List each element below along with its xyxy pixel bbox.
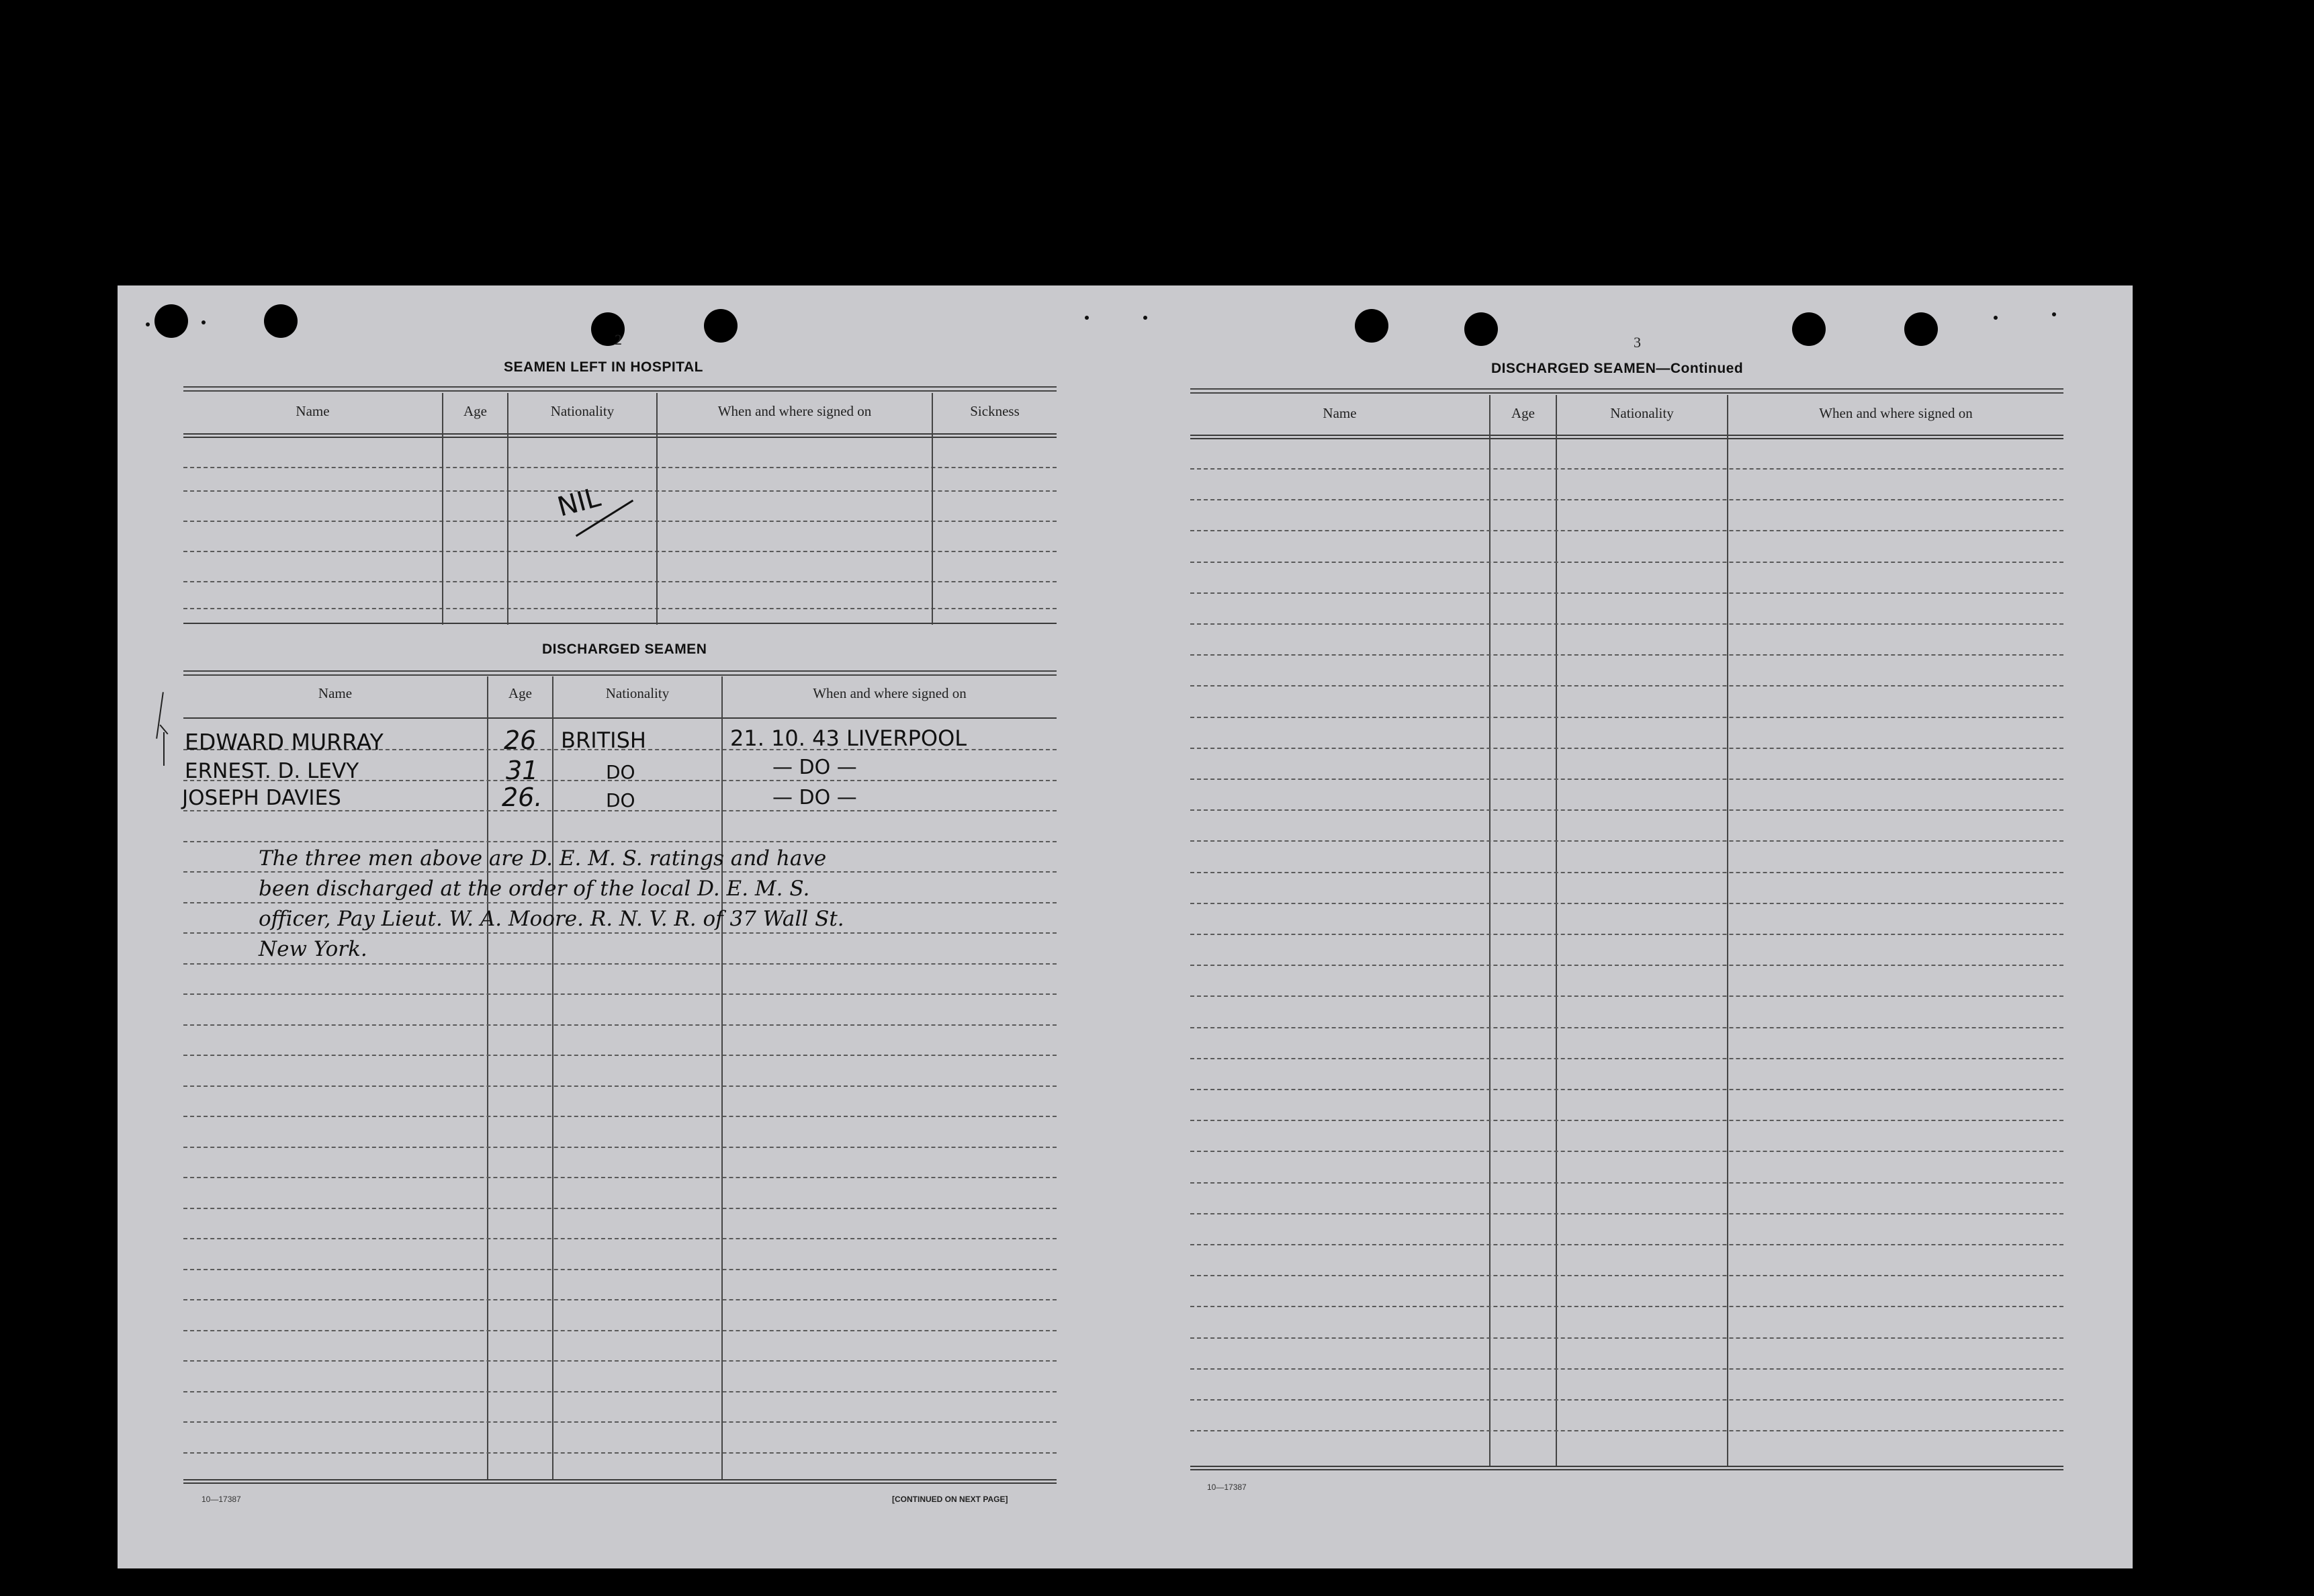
table-line (183, 841, 1057, 842)
table-line (1190, 903, 2063, 904)
table-line (183, 1085, 1057, 1087)
table-line (183, 1116, 1057, 1117)
table-line (183, 1269, 1057, 1270)
table-rule (183, 386, 1057, 392)
table-line (1190, 1027, 2063, 1028)
table-line (183, 1147, 1057, 1148)
table-rule (183, 437, 1057, 438)
table-line (183, 1330, 1057, 1331)
form-number: 10—17387 (202, 1495, 241, 1504)
discharged-title: DISCHARGED SEAMEN (542, 641, 707, 657)
table-line (1190, 1399, 2063, 1401)
column-divider (552, 676, 553, 1479)
scanned-form-paper (118, 285, 2133, 1568)
table-line (183, 1024, 1057, 1026)
column-divider (487, 676, 488, 1479)
page-number: 2 (615, 331, 622, 348)
table-line (1190, 530, 2063, 531)
table-rule (1190, 438, 2063, 439)
page-number: 3 (1634, 334, 1641, 351)
column-divider (656, 393, 658, 625)
table-line (183, 1452, 1057, 1454)
punch-hole (1792, 312, 1826, 346)
punch-hole (1904, 312, 1938, 346)
column-header: When and where signed on (1819, 405, 1973, 421)
table-line (1190, 654, 2063, 656)
note-line: officer, Pay Lieut. W. A. Moore. R. N. V. R. of 37 Wall St. (259, 907, 844, 931)
column-header: Age (508, 685, 532, 701)
punch-hole (154, 304, 188, 338)
table-line (1190, 1213, 2063, 1214)
table-line (1190, 1089, 2063, 1090)
table-rule (1190, 435, 2063, 436)
table-line (1190, 1244, 2063, 1245)
table-line (1190, 872, 2063, 873)
column-header: Sickness (970, 403, 1020, 419)
table-rule (183, 1479, 1057, 1480)
table-line (183, 551, 1057, 552)
continued-note: [CONTINUED ON NEXT PAGE] (892, 1495, 1008, 1504)
seaman-signed-on: — DO — (772, 786, 857, 809)
table-line (183, 467, 1057, 468)
table-line (183, 1421, 1057, 1423)
table-line (1190, 1430, 2063, 1431)
table-line (1190, 1151, 2063, 1152)
punch-hole (264, 304, 298, 338)
table-line (1190, 995, 2063, 997)
seaman-signed-on: 21. 10. 43 LIVERPOOL (730, 725, 967, 751)
table-line (183, 932, 1057, 934)
table-line (1190, 1368, 2063, 1370)
table-line (183, 1208, 1057, 1209)
column-divider (721, 676, 723, 1479)
column-header: Name (296, 403, 330, 419)
table-line (183, 993, 1057, 995)
column-header: Age (1511, 405, 1535, 421)
table-rule (183, 670, 1057, 676)
nil-entry: NIL (554, 482, 604, 523)
table-line (183, 871, 1057, 873)
column-divider (442, 393, 443, 625)
seaman-signed-on: — DO — (772, 756, 857, 779)
table-line (1190, 1306, 2063, 1307)
note-line: New York. (259, 937, 367, 961)
table-line (1190, 468, 2063, 470)
table-rule (1190, 1466, 2063, 1467)
table-line (183, 963, 1057, 965)
table-line (1190, 562, 2063, 563)
table-line (183, 581, 1057, 582)
table-line (1190, 965, 2063, 966)
punch-hole (1355, 309, 1388, 343)
table-line (1190, 717, 2063, 718)
note-line: The three men above are D. E. M. S. ratings and have (259, 846, 827, 871)
table-line (1190, 499, 2063, 500)
table-line (1190, 1120, 2063, 1121)
table-line (183, 1391, 1057, 1392)
column-divider (507, 393, 508, 625)
seaman-age: 26. (502, 783, 543, 812)
seaman-nationality: BRITISH (561, 727, 646, 753)
table-line (1190, 934, 2063, 935)
seaman-age: 31 (506, 756, 539, 785)
table-line (1190, 809, 2063, 811)
speck (146, 322, 150, 326)
column-header: Nationality (1610, 405, 1674, 421)
table-line (1190, 779, 2063, 780)
table-line (1190, 1182, 2063, 1184)
column-header: Name (318, 685, 353, 701)
table-line (1190, 1058, 2063, 1059)
check-mark (163, 732, 165, 766)
table-line (183, 490, 1057, 492)
punch-hole (1464, 312, 1498, 346)
column-header: When and where signed on (813, 685, 967, 701)
table-line (1190, 840, 2063, 842)
column-header: Name (1323, 405, 1357, 421)
table-rule (1190, 1469, 2063, 1470)
continued-title: DISCHARGED SEAMEN—Continued (1491, 361, 1744, 376)
speck (1085, 316, 1089, 320)
note-line: been discharged at the order of the local D. E. M. S. (259, 877, 810, 901)
seaman-name: JOSEPH DAVIES (182, 786, 341, 810)
speck (1994, 316, 1998, 320)
table-line (183, 608, 1057, 609)
table-line (1190, 592, 2063, 594)
speck (2052, 312, 2056, 316)
table-line (1190, 623, 2063, 625)
column-header: Age (463, 403, 487, 419)
table-line (183, 521, 1057, 522)
speck (202, 320, 206, 324)
column-header: Nationality (605, 685, 670, 701)
table-line (1190, 1275, 2063, 1276)
column-header: Nationality (550, 403, 615, 419)
table-line (183, 1055, 1057, 1056)
table-line (183, 1238, 1057, 1239)
seaman-age: 26 (504, 725, 537, 755)
table-rule (183, 623, 1057, 624)
table-line (183, 902, 1057, 903)
table-line (183, 1299, 1057, 1300)
table-line (1190, 685, 2063, 686)
table-rule (183, 433, 1057, 435)
column-divider (932, 393, 933, 625)
table-line (1190, 1337, 2063, 1339)
seaman-nationality: DO (606, 789, 635, 811)
table-line (183, 1360, 1057, 1362)
seaman-name: ERNEST. D. LEVY (185, 759, 359, 783)
table-rule (1190, 388, 2063, 394)
hospital-title: SEAMEN LEFT IN HOSPITAL (504, 359, 703, 375)
table-line (1190, 748, 2063, 749)
seaman-nationality: DO (606, 761, 635, 783)
table-line (183, 1177, 1057, 1178)
seaman-name: EDWARD MURRAY (185, 729, 384, 755)
speck (1143, 316, 1147, 320)
form-number: 10—17387 (1207, 1482, 1247, 1492)
punch-hole (704, 309, 738, 343)
table-rule (183, 1482, 1057, 1484)
table-rule (183, 717, 1057, 719)
column-header: When and where signed on (717, 403, 872, 419)
